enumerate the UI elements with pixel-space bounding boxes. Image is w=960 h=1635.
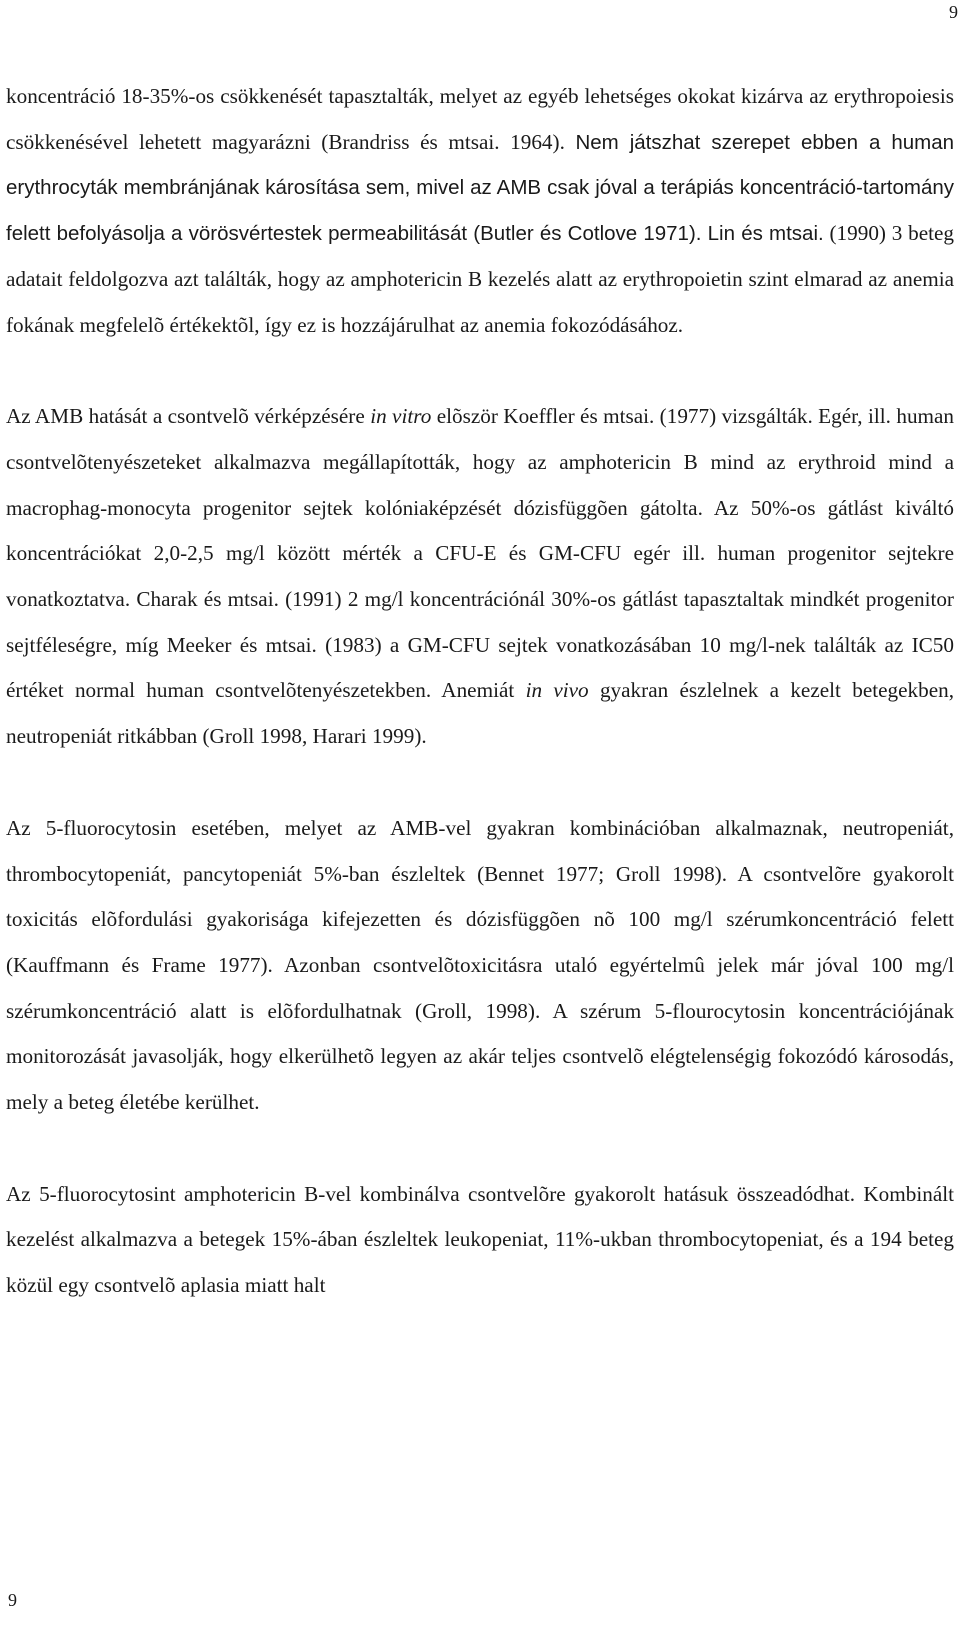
document-body	[6, 74, 954, 1309]
paragraph-1-sentence-2: Nem játszhat szerepet ebben a human erythrocyták membránjának károsítása sem, mivel az AMB csak jóval a terápiás koncentráció-tartomány felett befolyásolja a vörösvértestek permeabilitását (Butler és Cotlove 1971). Lin és mtsai.	[6, 130, 955, 246]
paragraph-bone-marrow-in-vitro	[6, 394, 954, 760]
paragraph-1-sentence-1: koncentráció 18-35%-os csökkenését tapasztalták, melyet az egyéb lehetséges okokat kizárva az erythropoiesis csökkenésével lehetett magyarázni (Brandriss és mtsai. 1964).	[6, 84, 954, 154]
paragraph-fluorocytosin: Az 5-fluorocytosin esetében, melyet az AMB-vel gyakran kombinációban alkalmaznak, neutropeniát, thrombocytopeniát, pancytopeniát 5%-ban észleltek (Bennet 1977; Groll 1998). A csontvelõre gyakorolt toxicitás elõfordulási gyakorisága kifejezetten és dózisfüggõen nõ 100 mg/l szérumkoncentráció felett (Kauffmann és Frame 1977). Azonban csontvelõtoxicitásra utaló egyértelmû jelek már jóval 100 mg/l szérumkoncentráció alatt is elõfordulhatnak (Groll, 1998). A szérum 5-flourocytosin koncentrációjának monitorozását javasolják, hogy elkerülhetõ legyen az akár teljes csontvelõ elégtelenségig fokozódó károsodás, mely a beteg életébe kerülhet.	[6, 815, 954, 1115]
page-number-top: 9	[949, 2, 958, 22]
paragraph-2-part-3: gyakran észlelnek a kezelt betegekben, neutropeniát ritkábban (Groll 1998, Harari 1999).	[6, 678, 954, 749]
paragraph-combination: Az 5-fluorocytosint amphotericin B-vel kombinálva csontvelõre gyakorolt hatásuk összeadódhat. Kombinált kezelést alkalmazva a betegek 15%-ában észleltek leukopeniat, 11%-ukban thrombocytopeniat, és a 194 beteg közül egy csontvelõ aplasia miatt halt	[6, 1181, 954, 1298]
italic-in-vivo: in vivo	[525, 678, 589, 703]
paragraph-erythropoiesis	[6, 74, 954, 348]
paragraph-1-sentence-3: (1990) 3 beteg adatait feldolgozva azt találták, hogy az amphotericin B kezelés alatt az erythropoietin szint elmarad az anemia fokának megfelelõ értékektõl, így ez is hozzájárulhat az anemia fokozódásához.	[6, 221, 954, 337]
italic-in-vitro: in vitro	[370, 404, 432, 429]
page-number-bottom: 9	[8, 1590, 17, 1610]
paragraph-2-part-2: elõször Koeffler és mtsai. (1977) vizsgálták. Egér, ill. human csontvelõtenyészeteket alkalmazva megállapították, hogy az amphotericin B mind az erythroid mind a macrophag-monocyta progenitor sejtek kolóniaképzését dózisfüggõen gátolta. Az 50%-os gátlást kiváltó koncentrációkat 2,0-2,5 mg/l között mérték a CFU-E és GM-CFU egér ill. human progenitor sejtekre vonatkoztatva. Charak és mtsai. (1991) 2 mg/l koncentrációnál 30%-os gátlást tapasztaltak mindkét progenitor sejtféleségre, míg Meeker és mtsai. (1983) a GM-CFU sejtek vonatkozásában 10 mg/l-nek találták az IC50 értéket normal human csontvelõtenyészetekben. Anemiát	[6, 404, 955, 703]
paragraph-2-part-1: Az AMB hatását a csontvelõ vérképzésére	[6, 404, 365, 429]
